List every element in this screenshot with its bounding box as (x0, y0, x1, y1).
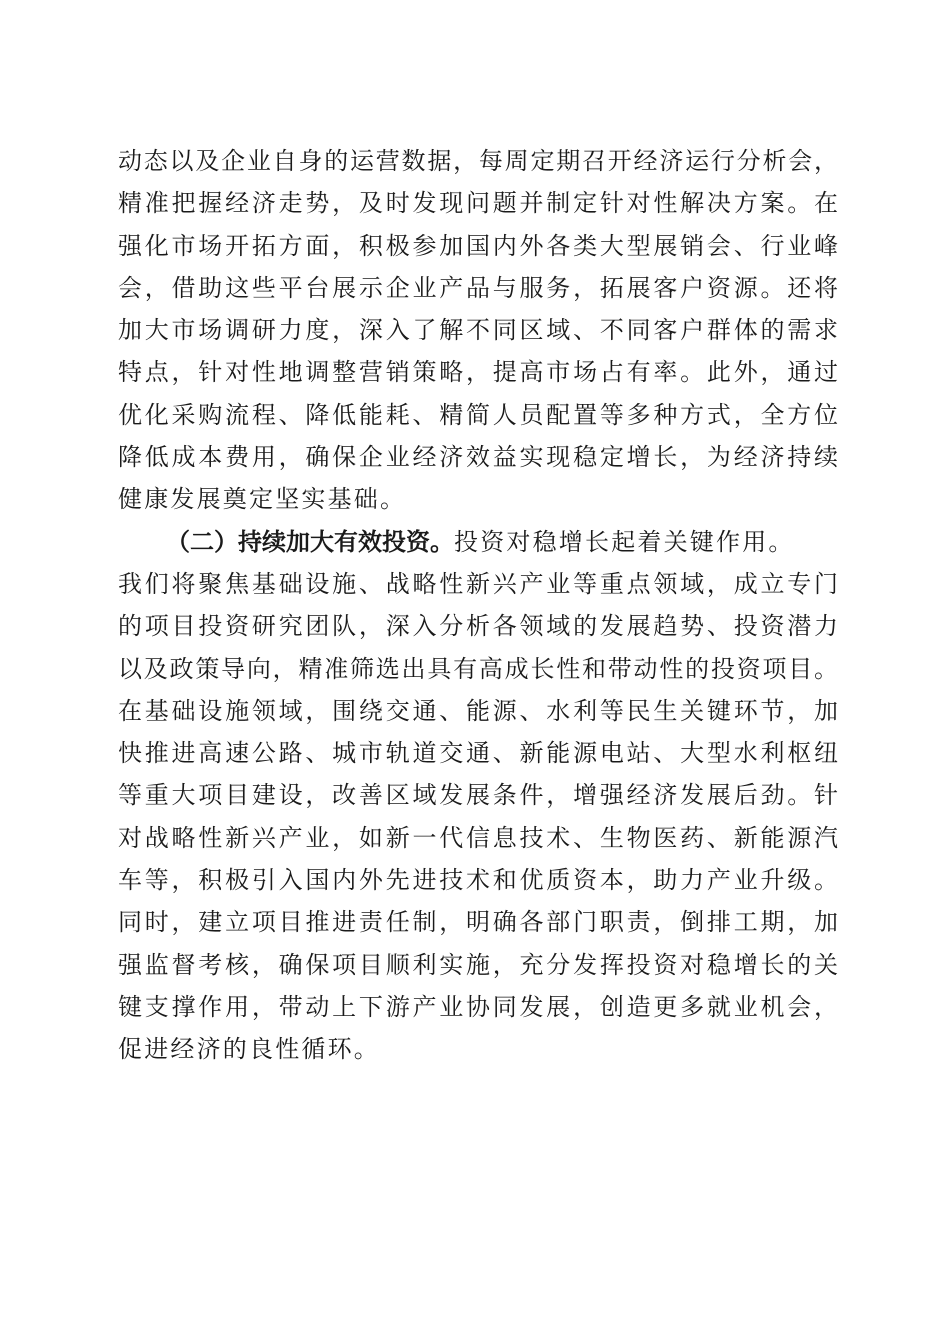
text-line: 健康发展奠定坚实基础。 (118, 485, 407, 514)
text-line-first (118, 521, 838, 563)
text-line: 加大市场调研力度，深入了解不同区域、不同客户群体的需求 (118, 316, 838, 345)
text-line: 我们将聚焦基础设施、战略性新兴产业等重点领域，成立专门 (118, 569, 838, 598)
text-line: 的项目投资研究团队，深入分析各领域的发展趋势、投资潜力 (118, 612, 838, 641)
text-line: 特点，针对性地调整营销策略，提高市场占有率。此外，通过 (118, 358, 838, 387)
text-line: 同时，建立项目推进责任制，明确各部门职责，倒排工期，加 (118, 908, 838, 937)
text-line: 键支撑作用，带动上下游产业协同发展，创造更多就业机会， (118, 992, 838, 1021)
text-line: 强化市场开拓方面，积极参加国内外各类大型展销会、行业峰 (118, 231, 838, 260)
text-line: 等重大项目建设，改善区域发展条件，增强经济发展后劲。针 (118, 781, 838, 810)
text-line: 优化采购流程、降低能耗、精简人员配置等多种方式，全方位 (118, 400, 838, 429)
text-run: 投资对稳增长起着关键作用。 (454, 527, 795, 556)
text-line: 快推进高速公路、城市轨道交通、新能源电站、大型水利枢纽 (118, 739, 838, 768)
paragraph-investment (118, 521, 838, 1071)
text-line: 促进经济的良性循环。 (118, 1035, 380, 1064)
text-line: 对战略性新兴产业，如新一代信息技术、生物医药、新能源汽 (118, 823, 838, 852)
text-line: 强监督考核，确保项目顺利实施，充分发挥投资对稳增长的关 (118, 950, 838, 979)
text-line: 降低成本费用，确保企业经济效益实现稳定增长，为经济持续 (118, 443, 838, 472)
text-line: 动态以及企业自身的运营数据，每周定期召开经济运行分析会， (118, 147, 838, 175)
document-page (118, 140, 838, 1071)
section-heading: （二）持续加大有效投资。 (166, 526, 454, 556)
text-line: 在基础设施领域，围绕交通、能源、水利等民生关键环节，加 (118, 696, 838, 725)
text-line: 车等，积极引入国内外先进技术和优质资本，助力产业升级。 (118, 866, 838, 895)
text-line: 以及政策导向，精准筛选出具有高成长性和带动性的投资项目。 (118, 654, 838, 683)
text-line: 精准把握经济走势，及时发现问题并制定针对性解决方案。在 (118, 189, 838, 218)
text-line: 会，借助这些平台展示企业产品与服务，拓展客户资源。还将 (118, 273, 838, 302)
paragraph-market-cost (118, 140, 838, 521)
